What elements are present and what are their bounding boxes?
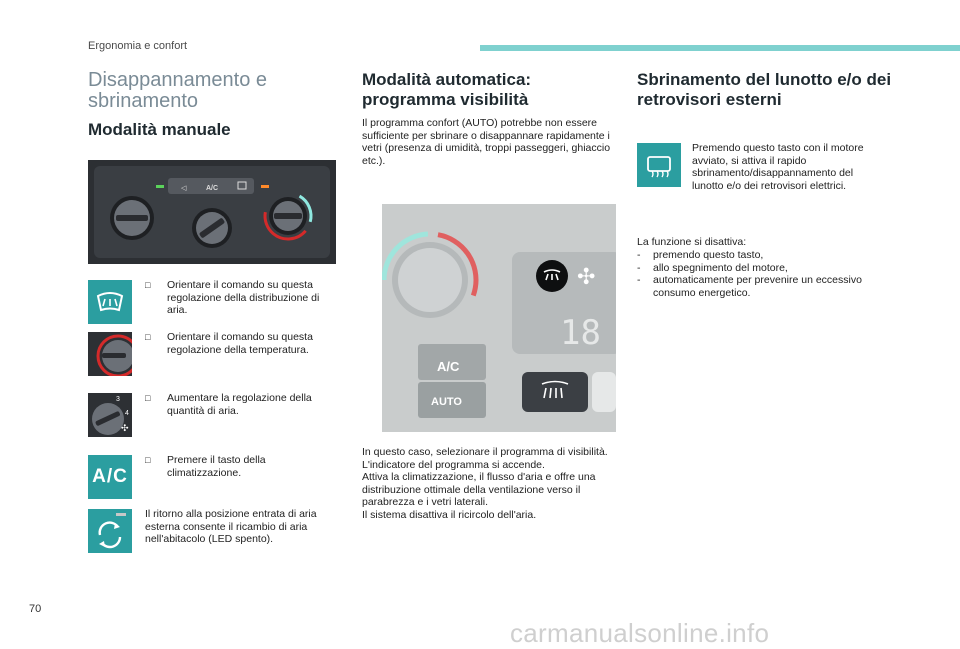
windscreen-distribution-icon: [88, 280, 132, 324]
section-header: Ergonomia e confort: [88, 40, 188, 52]
svg-text:A/C: A/C: [206, 185, 219, 192]
bullet-marker: □: [145, 332, 151, 342]
watermark: carmanualsonline.info: [510, 618, 770, 648]
item-text: Aumentare la regolazione della quantità di aria.: [167, 392, 312, 417]
ac-button-icon: A/C: [88, 455, 132, 499]
temperature-knob-icon: [88, 332, 132, 376]
manual-control-panel-image: [88, 160, 336, 264]
page-title: Disappannamento e sbrinamento: [88, 69, 268, 112]
rear-window-defrost-icon: [637, 143, 681, 187]
svg-text:AUTO: AUTO: [431, 396, 462, 408]
list-item: - allo spegnimento del motore,: [637, 261, 788, 274]
deactivation-list: [637, 249, 867, 299]
visibility-program-panel-image: [382, 204, 616, 432]
svg-text:A/C: A/C: [437, 359, 460, 374]
auto-body-text: [362, 446, 612, 522]
body-line: In questo caso, selezionare il programma di visibilità. L'indicatore del programma si accende.: [362, 446, 608, 471]
rear-defrost-text: Premendo questo tasto con il motore avviato, si attiva il rapido sbrinamento/disappannamento del lunotto e/o dei retrovisori elettrici.: [692, 142, 864, 192]
bullet-marker: □: [145, 455, 151, 465]
svg-text:3: 3: [116, 396, 120, 403]
body-line: Attiva la climatizzazione, il flusso d'aria e offre una distribuzione ottimale della ventilazione verso il parabrezza e i vetri laterali.: [362, 471, 596, 509]
body-line: Il sistema disattiva il ricircolo dell'aria.: [362, 508, 537, 521]
item-text: Premere il tasto della climatizzazione.: [167, 454, 266, 479]
list-item: - automaticamente per prevenire un eccessivo consumo energetico.: [637, 274, 862, 299]
svg-text:4: 4: [125, 410, 129, 417]
page-number: 70: [29, 603, 42, 615]
svg-text:✣: ✣: [121, 424, 129, 434]
manual-mode-heading: Modalità manuale: [88, 120, 231, 139]
svg-text:18: 18: [560, 313, 601, 353]
item-text: Orientare il comando su questa regolazione della temperatura.: [167, 331, 313, 356]
deactivation-intro: La funzione si disattiva:: [637, 236, 747, 248]
svg-text:◁: ◁: [181, 185, 187, 192]
auto-mode-heading: Modalità automatica: programma visibilità: [362, 70, 532, 109]
bullet-marker: □: [145, 280, 151, 290]
rear-defrost-heading: Sbrinamento del lunotto e/o dei retrovisori esterni: [637, 70, 892, 109]
bullet-marker: □: [145, 393, 151, 403]
auto-intro-text: Il programma confort (AUTO) potrebbe non essere sufficiente per sbrinare o disappannare rapidamente i vetri (presenza di umidità, troppi passeggeri, ghiaccio etc.).: [362, 117, 611, 167]
recirculation-icon: [88, 509, 132, 553]
item-text: Orientare il comando su questa regolazione della distribuzione di aria.: [167, 279, 320, 317]
fan-speed-knob-icon: [88, 393, 132, 437]
recirculation-text: Il ritorno alla posizione entrata di aria esterna consente il ricambio di aria nell'abitacolo (LED spento).: [145, 508, 317, 546]
header-accent-bar: [480, 45, 960, 51]
list-item: - premendo questo tasto,: [637, 249, 764, 261]
svg-text:✣: ✣: [577, 265, 596, 290]
